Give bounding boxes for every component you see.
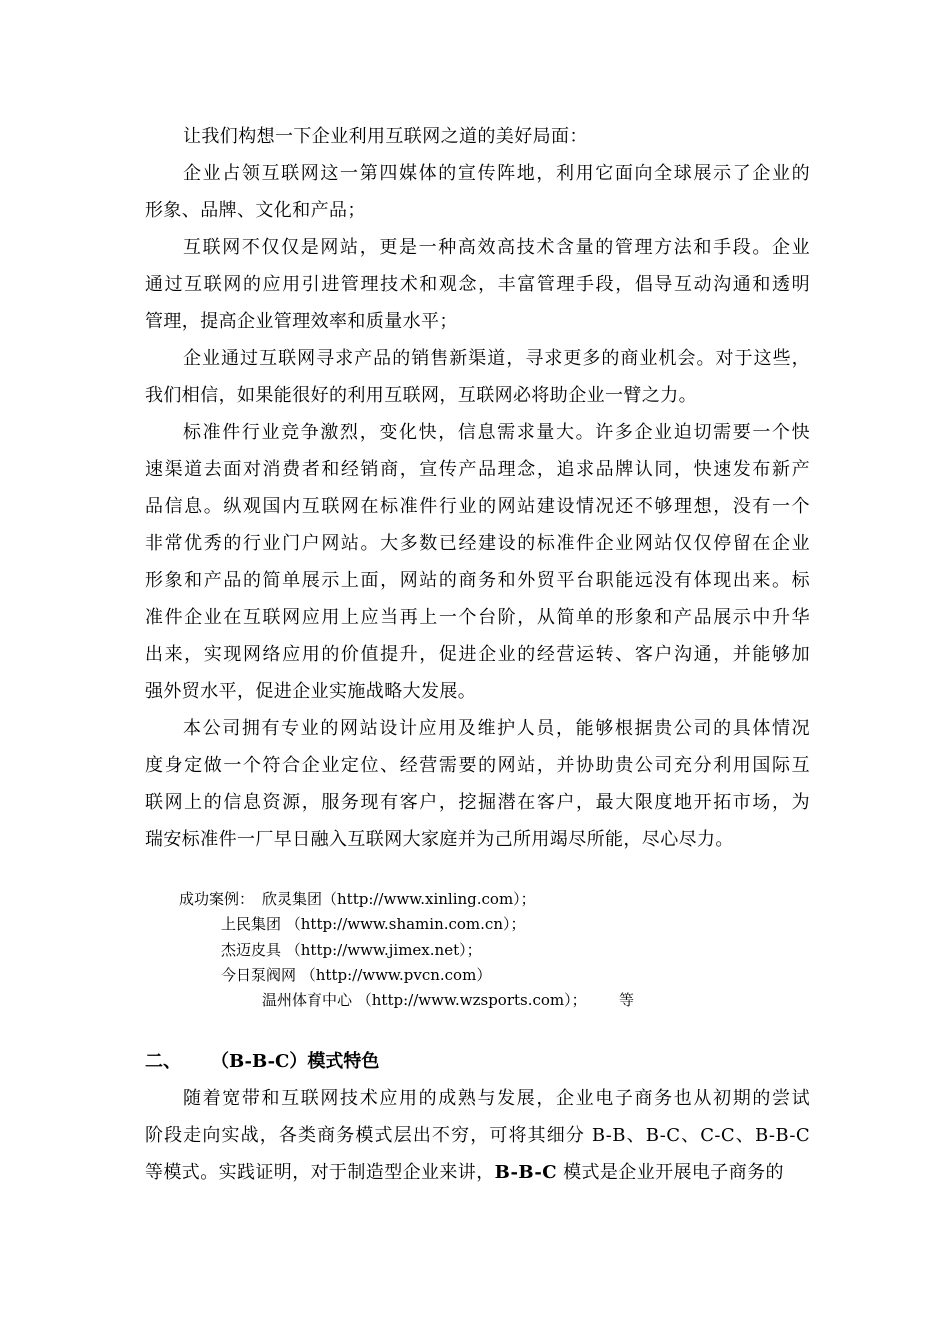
paragraph-line: 互联网不仅仅是网站，更是一种高效高技术含量的管理方法和手段。企业 bbox=[183, 237, 810, 258]
cases-etc: 等 bbox=[619, 991, 635, 1009]
text-run: 等模式。实践证明，对于制造型企业来讲， bbox=[145, 1162, 495, 1183]
text-run: 模式是企业开展电子商务的 bbox=[556, 1162, 784, 1183]
paragraph-line: 品信息。纵观国内互联网在标准件行业的网站建设情况还不够理想，没有一个 bbox=[145, 496, 810, 517]
paragraph-line: 我们相信，如果能很好的利用互联网，互联网必将助企业一臂之力。 bbox=[145, 385, 697, 406]
paragraph-line: 企业通过互联网寻求产品的销售新渠道，寻求更多的商业机会。对于这些， bbox=[183, 348, 810, 369]
paragraph-line: 本公司拥有专业的网站设计应用及维护人员，能够根据贵公司的具体情况 bbox=[183, 718, 810, 739]
paragraph-line: 阶段走向实战，各类商务模式层出不穷，可将其细分 B-B、B-C、C-C、B-B-C bbox=[145, 1125, 810, 1146]
paragraph-line: 速渠道去面对消费者和经销商，宣传产品理念，追求品牌认同，快速发布新产 bbox=[145, 459, 810, 480]
paragraph-line: 联网上的信息资源，服务现有客户，挖掘潜在客户，最大限度地开拓市场，为 bbox=[145, 792, 810, 813]
paragraph-line: 管理，提高企业管理效率和质量水平； bbox=[145, 311, 458, 332]
paragraph-line: 强外贸水平，促进企业实施战略大发展。 bbox=[145, 681, 477, 702]
section-number: 二、 bbox=[145, 1051, 181, 1072]
paragraph-line: 标准件行业竞争激烈，变化快，信息需求量大。许多企业迫切需要一个快 bbox=[183, 422, 810, 443]
section-heading bbox=[145, 1050, 379, 1074]
paragraph-line: 非常优秀的行业门户网站。大多数已经建设的标准件企业网站仅仅停留在企业 bbox=[145, 533, 810, 554]
paragraph-line: 度身定做一个符合企业定位、经营需要的网站，并协助贵公司充分利用国际互 bbox=[145, 755, 810, 776]
cases-label: 成功案例： bbox=[179, 890, 255, 908]
bold-text: B-B-C bbox=[494, 1162, 557, 1183]
paragraph-line: 出来，实现网络应用的价值提升，促进企业的经营运转、客户沟通，并能够加 bbox=[145, 644, 810, 665]
case-item: 杰迈皮具 （http://www.jimex.net）； bbox=[221, 941, 482, 959]
paragraph-line bbox=[145, 1161, 810, 1185]
section-title: （B-B-C）模式特色 bbox=[211, 1051, 380, 1072]
case-item: 今日泵阀网 （http://www.pvcn.com） bbox=[221, 966, 492, 984]
paragraph-line: 准件企业在互联网应用上应当再上一个台阶，从简单的形象和产品展示中升华 bbox=[145, 607, 810, 628]
paragraph-line: 通过互联网的应用引进管理技术和观念，丰富管理手段，倡导互动沟通和透明 bbox=[145, 274, 810, 295]
paragraph-line: 形象和产品的简单展示上面，网站的商务和外贸平台职能远没有体现出来。标 bbox=[145, 570, 810, 591]
case-item: 温州体育中心 （http://www.wzsports.com）； bbox=[262, 991, 587, 1009]
paragraph-line: 企业占领互联网这一第四媒体的宣传阵地，利用它面向全球展示了企业的 bbox=[183, 163, 810, 184]
case-item: 上民集团 （http://www.shamin.com.cn）； bbox=[221, 915, 526, 933]
paragraph-line: 随着宽带和互联网技术应用的成熟与发展，企业电子商务也从初期的尝试 bbox=[183, 1088, 810, 1109]
paragraph-line: 瑞安标准件一厂早日融入互联网大家庭并为己所用竭尽所能，尽心尽力。 bbox=[145, 829, 734, 850]
paragraph-line: 让我们构想一下企业利用互联网之道的美好局面： bbox=[183, 126, 588, 147]
paragraph-line: 形象、品牌、文化和产品； bbox=[145, 200, 366, 221]
case-item: 欣灵集团（http://www.xinling.com）； bbox=[262, 890, 536, 908]
